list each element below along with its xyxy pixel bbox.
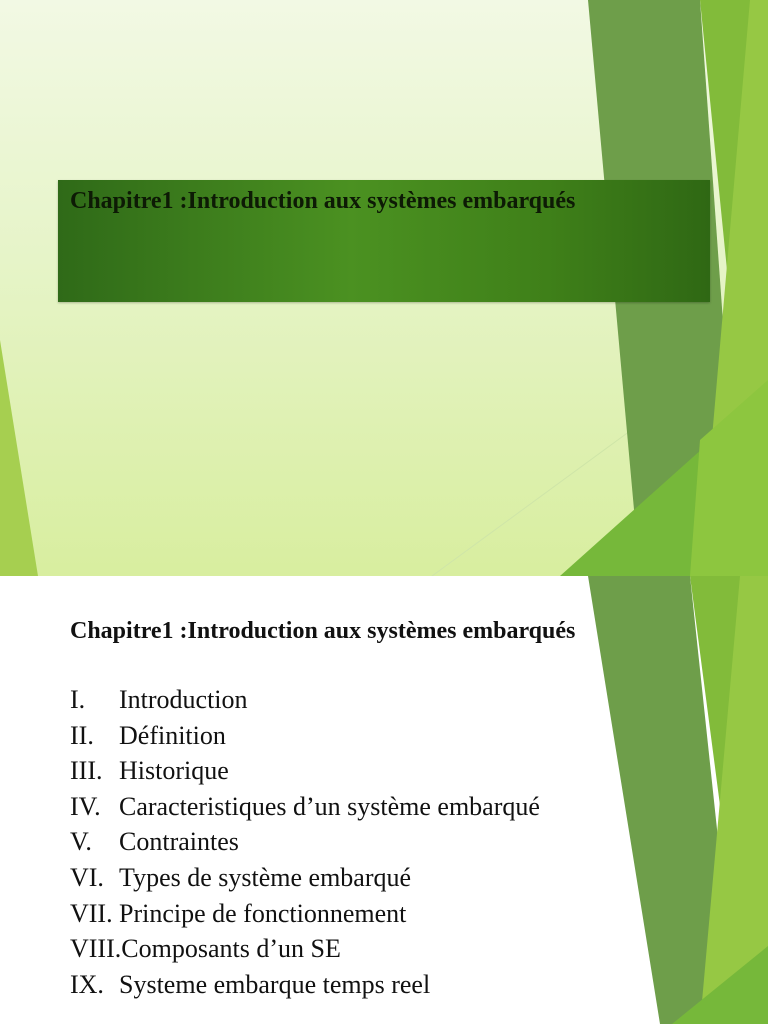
- list-item: [70, 789, 540, 825]
- item-label: Systeme embarque temps reel: [119, 969, 431, 999]
- item-label: Définition: [119, 720, 226, 750]
- item-number: VI.: [70, 862, 104, 892]
- outline-title: Chapitre1 :Introduction aux systèmes embarqués: [70, 618, 576, 644]
- item-number: VII.: [70, 898, 113, 928]
- list-item: [70, 824, 540, 860]
- item-label: Introduction: [119, 685, 248, 714]
- list-item: [70, 682, 540, 718]
- item-label: Historique: [119, 756, 229, 786]
- item-label: Types de système embarqué: [119, 862, 412, 892]
- item-label: Contraintes: [119, 827, 239, 857]
- item-number: IX.: [70, 969, 104, 999]
- item-number: I.: [70, 685, 86, 714]
- list-item: [70, 967, 540, 1003]
- item-number: VIII.: [70, 934, 122, 964]
- item-number: IV.: [70, 791, 101, 821]
- list-item: [70, 896, 540, 932]
- item-label: Caracteristiques d’un système embarqué: [119, 791, 540, 821]
- list-item: [70, 860, 540, 896]
- outline-slide: [0, 576, 768, 1024]
- item-number: V.: [70, 827, 92, 857]
- item-label: Composants d’un SE: [121, 934, 341, 964]
- list-item: [70, 931, 540, 967]
- item-number: III.: [70, 756, 103, 786]
- title-banner: [58, 180, 710, 302]
- item-label: Principe de fonctionnement: [119, 898, 407, 928]
- list-item: [70, 718, 540, 754]
- table-of-contents: [70, 682, 540, 1002]
- slide-title: Chapitre1 :Introduction aux systèmes embarqués: [70, 188, 576, 214]
- item-number: II.: [70, 720, 94, 750]
- list-item: [70, 753, 540, 789]
